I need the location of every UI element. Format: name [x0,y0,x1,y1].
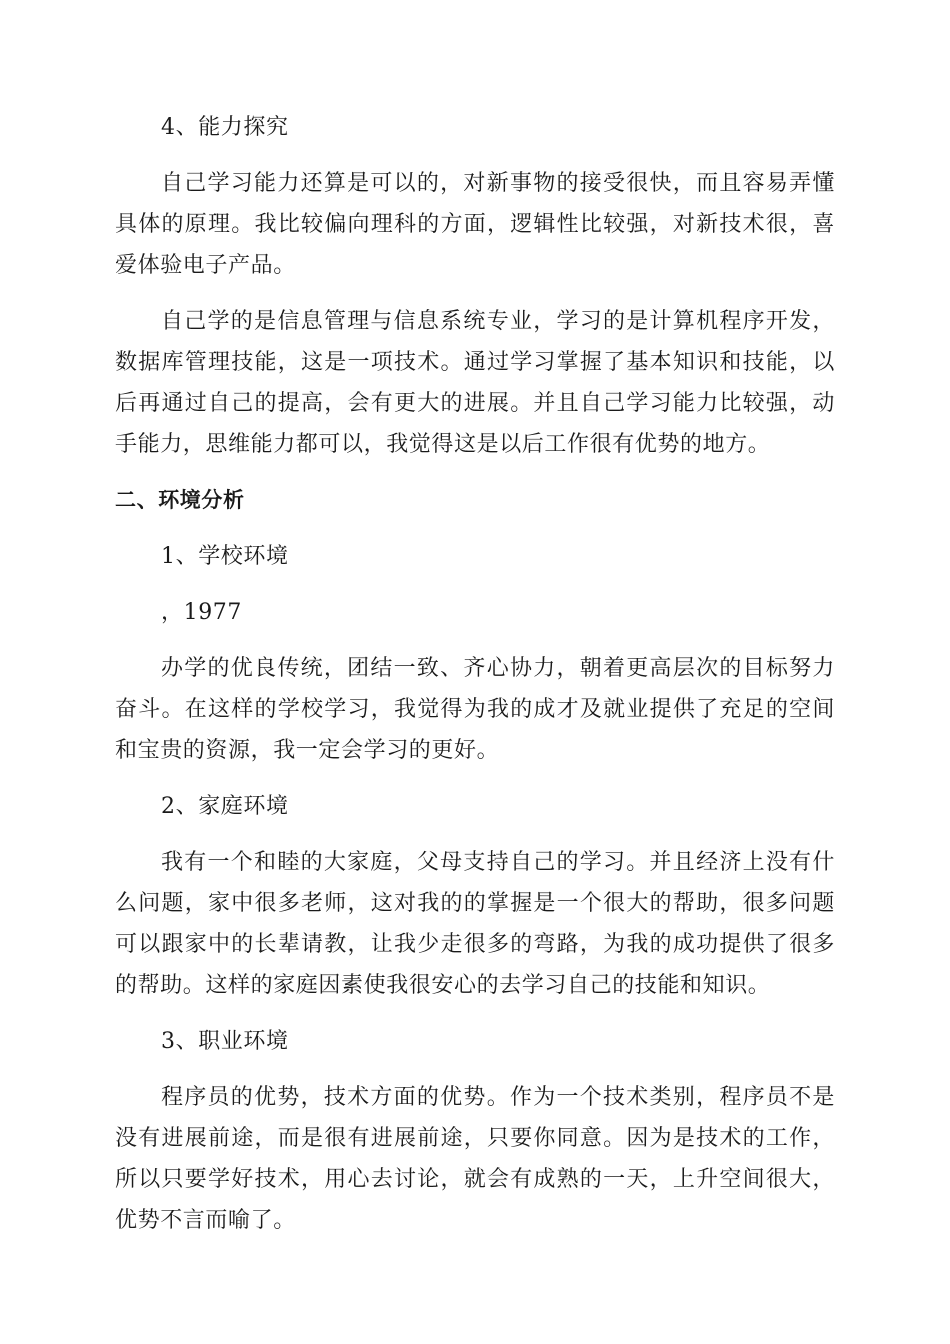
sub-heading-ability-exploration: 4、能力探究 [161,115,289,140]
paragraph-programmer-advantage: 程序员的优势，技术方面的优势。作为一个技术类别，程序员不是没有进展前途，而是很有进展前途，只要你同意。因为是技术的工作，所以只要学好技术，用心去讨论，就会有成熟的一天，上升空间很大，优势不言而喻了。 [115,1085,835,1233]
sub-heading-family-environment: 2、家庭环境 [161,794,289,819]
paragraph-family: 我有一个和睦的大家庭，父母支持自己的学习。并且经济上没有什么问题，家中很多老师，这对我的的掌握是一个很大的帮助，很多问题可以跟家中的长辈请教，让我少走很多的弯路，为我的成功提供了很多的帮助。这样的家庭因素使我很安心的去学习自己的技能和知识。 [115,850,835,998]
sub-heading-career-environment: 3、职业环境 [161,1029,289,1054]
paragraph-school-tradition: 办学的优良传统，团结一致、齐心协力，朝着更高层次的目标努力奋斗。在这样的学校学习，我觉得为我的成才及就业提供了充足的空间和宝贵的资源，我一定会学习的更好。 [115,656,835,763]
section-heading-environment-analysis: 二、环境分析 [115,488,245,512]
school-year-line: ，1977 [161,600,242,625]
paragraph-learning-ability: 自己学习能力还算是可以的，对新事物的接受很快，而且容易弄懂具体的原理。我比较偏向理科的方面，逻辑性比较强，对新技术很，喜爱体验电子产品。 [115,171,835,278]
sub-heading-school-environment: 1、学校环境 [161,544,289,569]
paragraph-major-skills: 自己学的是信息管理与信息系统专业，学习的是计算机程序开发，数据库管理技能，这是一项技术。通过学习掌握了基本知识和技能，以后再通过自己的提高，会有更大的进展。并且自己学习能力比较强，动手能力，思维能力都可以，我觉得这是以后工作很有优势的地方。 [115,309,835,457]
document-body [115,107,835,1256]
